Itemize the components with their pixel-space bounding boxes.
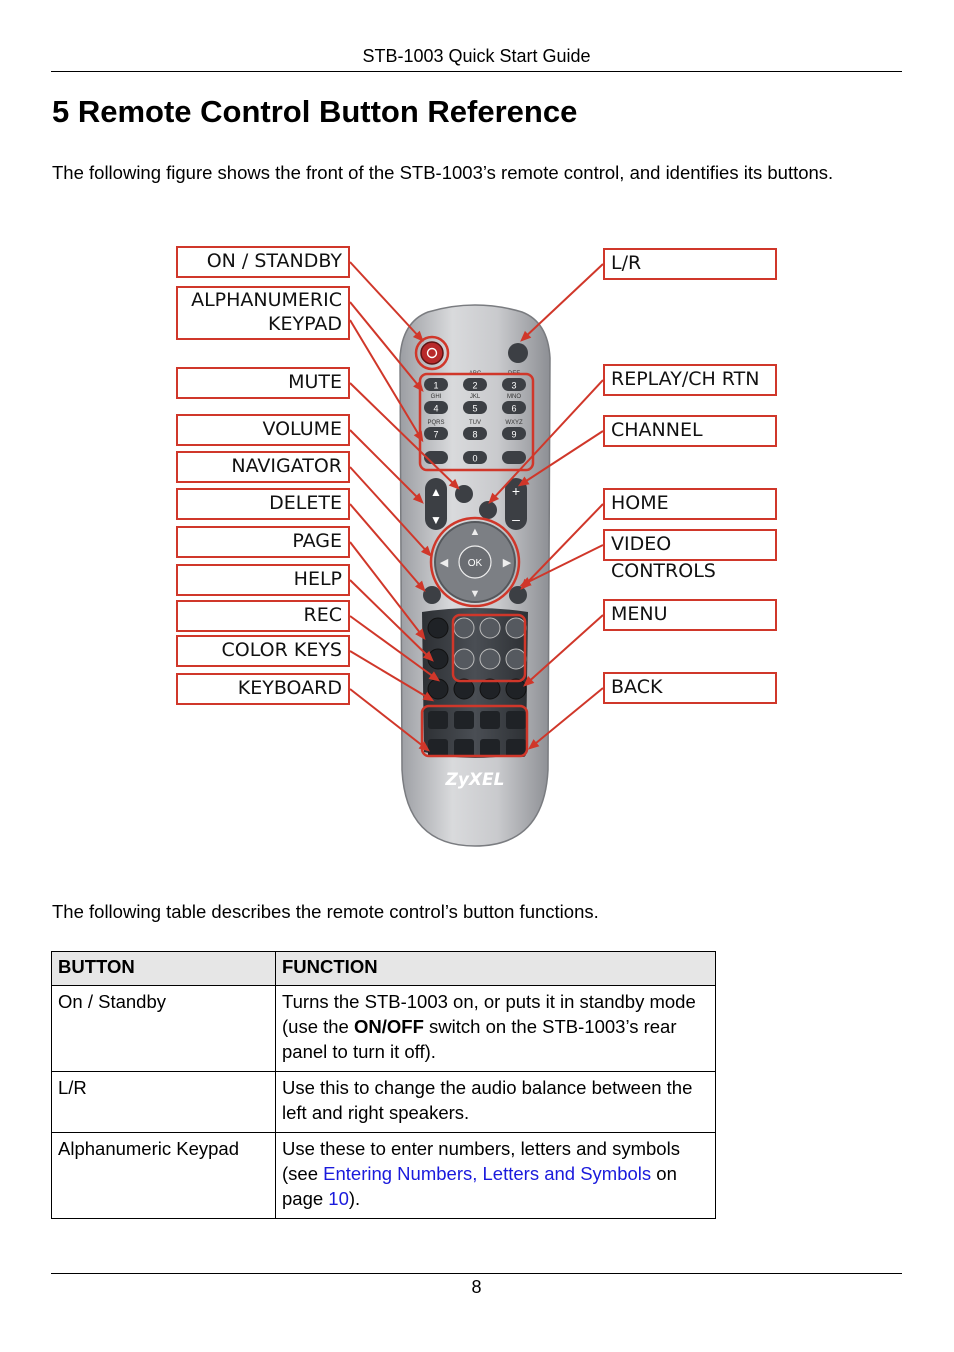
running-header: STB-1003 Quick Start Guide [51, 45, 902, 72]
home-button [509, 586, 527, 604]
keyboard-key [454, 739, 474, 757]
svg-text:◀: ◀ [439, 557, 449, 569]
key-letters: GHI [430, 394, 442, 400]
label-lr: L/R [603, 248, 777, 280]
key-letters: MNO [507, 394, 521, 400]
svg-text:▼: ▼ [469, 588, 481, 600]
keyboard-key [454, 711, 474, 729]
cross-reference-link[interactable]: Entering Numbers, Letters and Symbols [323, 1163, 652, 1184]
button-function-table [51, 951, 716, 1219]
control-button [506, 649, 526, 669]
control-button [480, 649, 500, 669]
svg-text:▲: ▲ [430, 485, 442, 499]
cell-function: Turns the STB-1003 on, or puts it in standby mode (use the ON/OFF switch on the STB-1003’s rear panel to turn it off). [276, 986, 716, 1072]
cell-button: L/R [52, 1072, 276, 1133]
label-channel: CHANNEL [603, 415, 777, 447]
table-intro: The following table describes the remote control’s button functions. [52, 901, 599, 922]
control-button [454, 618, 474, 638]
remote-control-figure [170, 240, 785, 850]
label-back: BACK [603, 672, 777, 704]
delete-button [423, 586, 441, 604]
keyboard-key [428, 739, 448, 757]
svg-text:OK: OK [467, 558, 483, 569]
key-letters: JKL [469, 394, 481, 400]
power-button [421, 342, 443, 364]
key-digit: 9 [511, 429, 517, 440]
label-alphanumeric-keypad: ALPHANUMERIC KEYPAD [176, 286, 350, 340]
svg-text:ZyXEL: ZyXEL [445, 770, 505, 790]
label-mute: MUTE [176, 367, 350, 399]
keyboard-key [428, 711, 448, 729]
svg-text:▶: ▶ [502, 557, 512, 569]
table-header-row [52, 952, 716, 986]
col-header-button: BUTTON [52, 952, 276, 986]
label-page: PAGE [176, 526, 350, 558]
key-digit: 3 [511, 380, 517, 391]
svg-text:+: + [511, 483, 521, 499]
control-button [428, 679, 448, 699]
key-digit: 8 [472, 429, 478, 440]
label-video-controls: VIDEO CONTROLS [603, 529, 777, 561]
table-row [52, 986, 716, 1072]
key-digit: 0 [472, 453, 478, 464]
table-row [52, 1133, 716, 1219]
label-on-standby: ON / STANDBY [176, 246, 350, 278]
pointer-line [522, 264, 603, 340]
label-rec: REC [176, 600, 350, 632]
key-digit: 1 [433, 380, 439, 391]
key-letters: DEF [508, 371, 520, 377]
control-button [428, 618, 448, 638]
intro-paragraph: The following figure shows the front of the STB-1003’s remote control, and identifies its buttons. [52, 162, 834, 183]
cell-function: Use these to enter numbers, letters and symbols (see Entering Numbers, Letters and Symbols on page 10). [276, 1133, 716, 1219]
label-color-keys: COLOR KEYS [176, 635, 350, 667]
control-button [506, 618, 526, 638]
key-digit: 5 [472, 403, 478, 414]
label-replay-ch-rtn: REPLAY/CH RTN [603, 364, 777, 396]
key-digit: 2 [472, 380, 478, 391]
svg-text:▼: ▼ [430, 513, 442, 527]
key-digit: 6 [511, 403, 517, 414]
label-navigator: NAVIGATOR [176, 451, 350, 483]
key-letters: ABC [468, 371, 482, 377]
cell-button: On / Standby [52, 986, 276, 1072]
label-home: HOME [603, 488, 777, 520]
key-letters: PQRS [427, 420, 445, 426]
key-letters: TUV [469, 420, 481, 426]
page-reference-link[interactable]: 10 [328, 1188, 349, 1209]
label-menu: MENU [603, 599, 777, 631]
col-header-function: FUNCTION [276, 952, 716, 986]
key-letters: WXYZ [505, 420, 523, 426]
page-number: 8 [51, 1273, 902, 1300]
key-digit: 4 [433, 403, 439, 414]
control-button [480, 618, 500, 638]
keyboard-key [480, 711, 500, 729]
cell-button: Alphanumeric Keypad [52, 1133, 276, 1219]
section-title: 5 Remote Control Button Reference [52, 94, 578, 129]
key-button [502, 451, 526, 464]
key-digit: 7 [433, 429, 439, 440]
table-row [52, 1072, 716, 1133]
cell-function: Use this to change the audio balance between the left and right speakers. [276, 1072, 716, 1133]
svg-text:▲: ▲ [469, 526, 481, 538]
control-button [454, 649, 474, 669]
pointer-line [350, 262, 422, 340]
replay-button [479, 501, 497, 519]
label-delete: DELETE [176, 488, 350, 520]
label-help: HELP [176, 564, 350, 596]
lr-button [508, 343, 528, 363]
keyboard-key [506, 711, 526, 729]
keyboard-key [480, 739, 500, 757]
label-volume: VOLUME [176, 414, 350, 446]
label-keyboard: KEYBOARD [176, 673, 350, 705]
svg-text:–: – [512, 511, 520, 527]
